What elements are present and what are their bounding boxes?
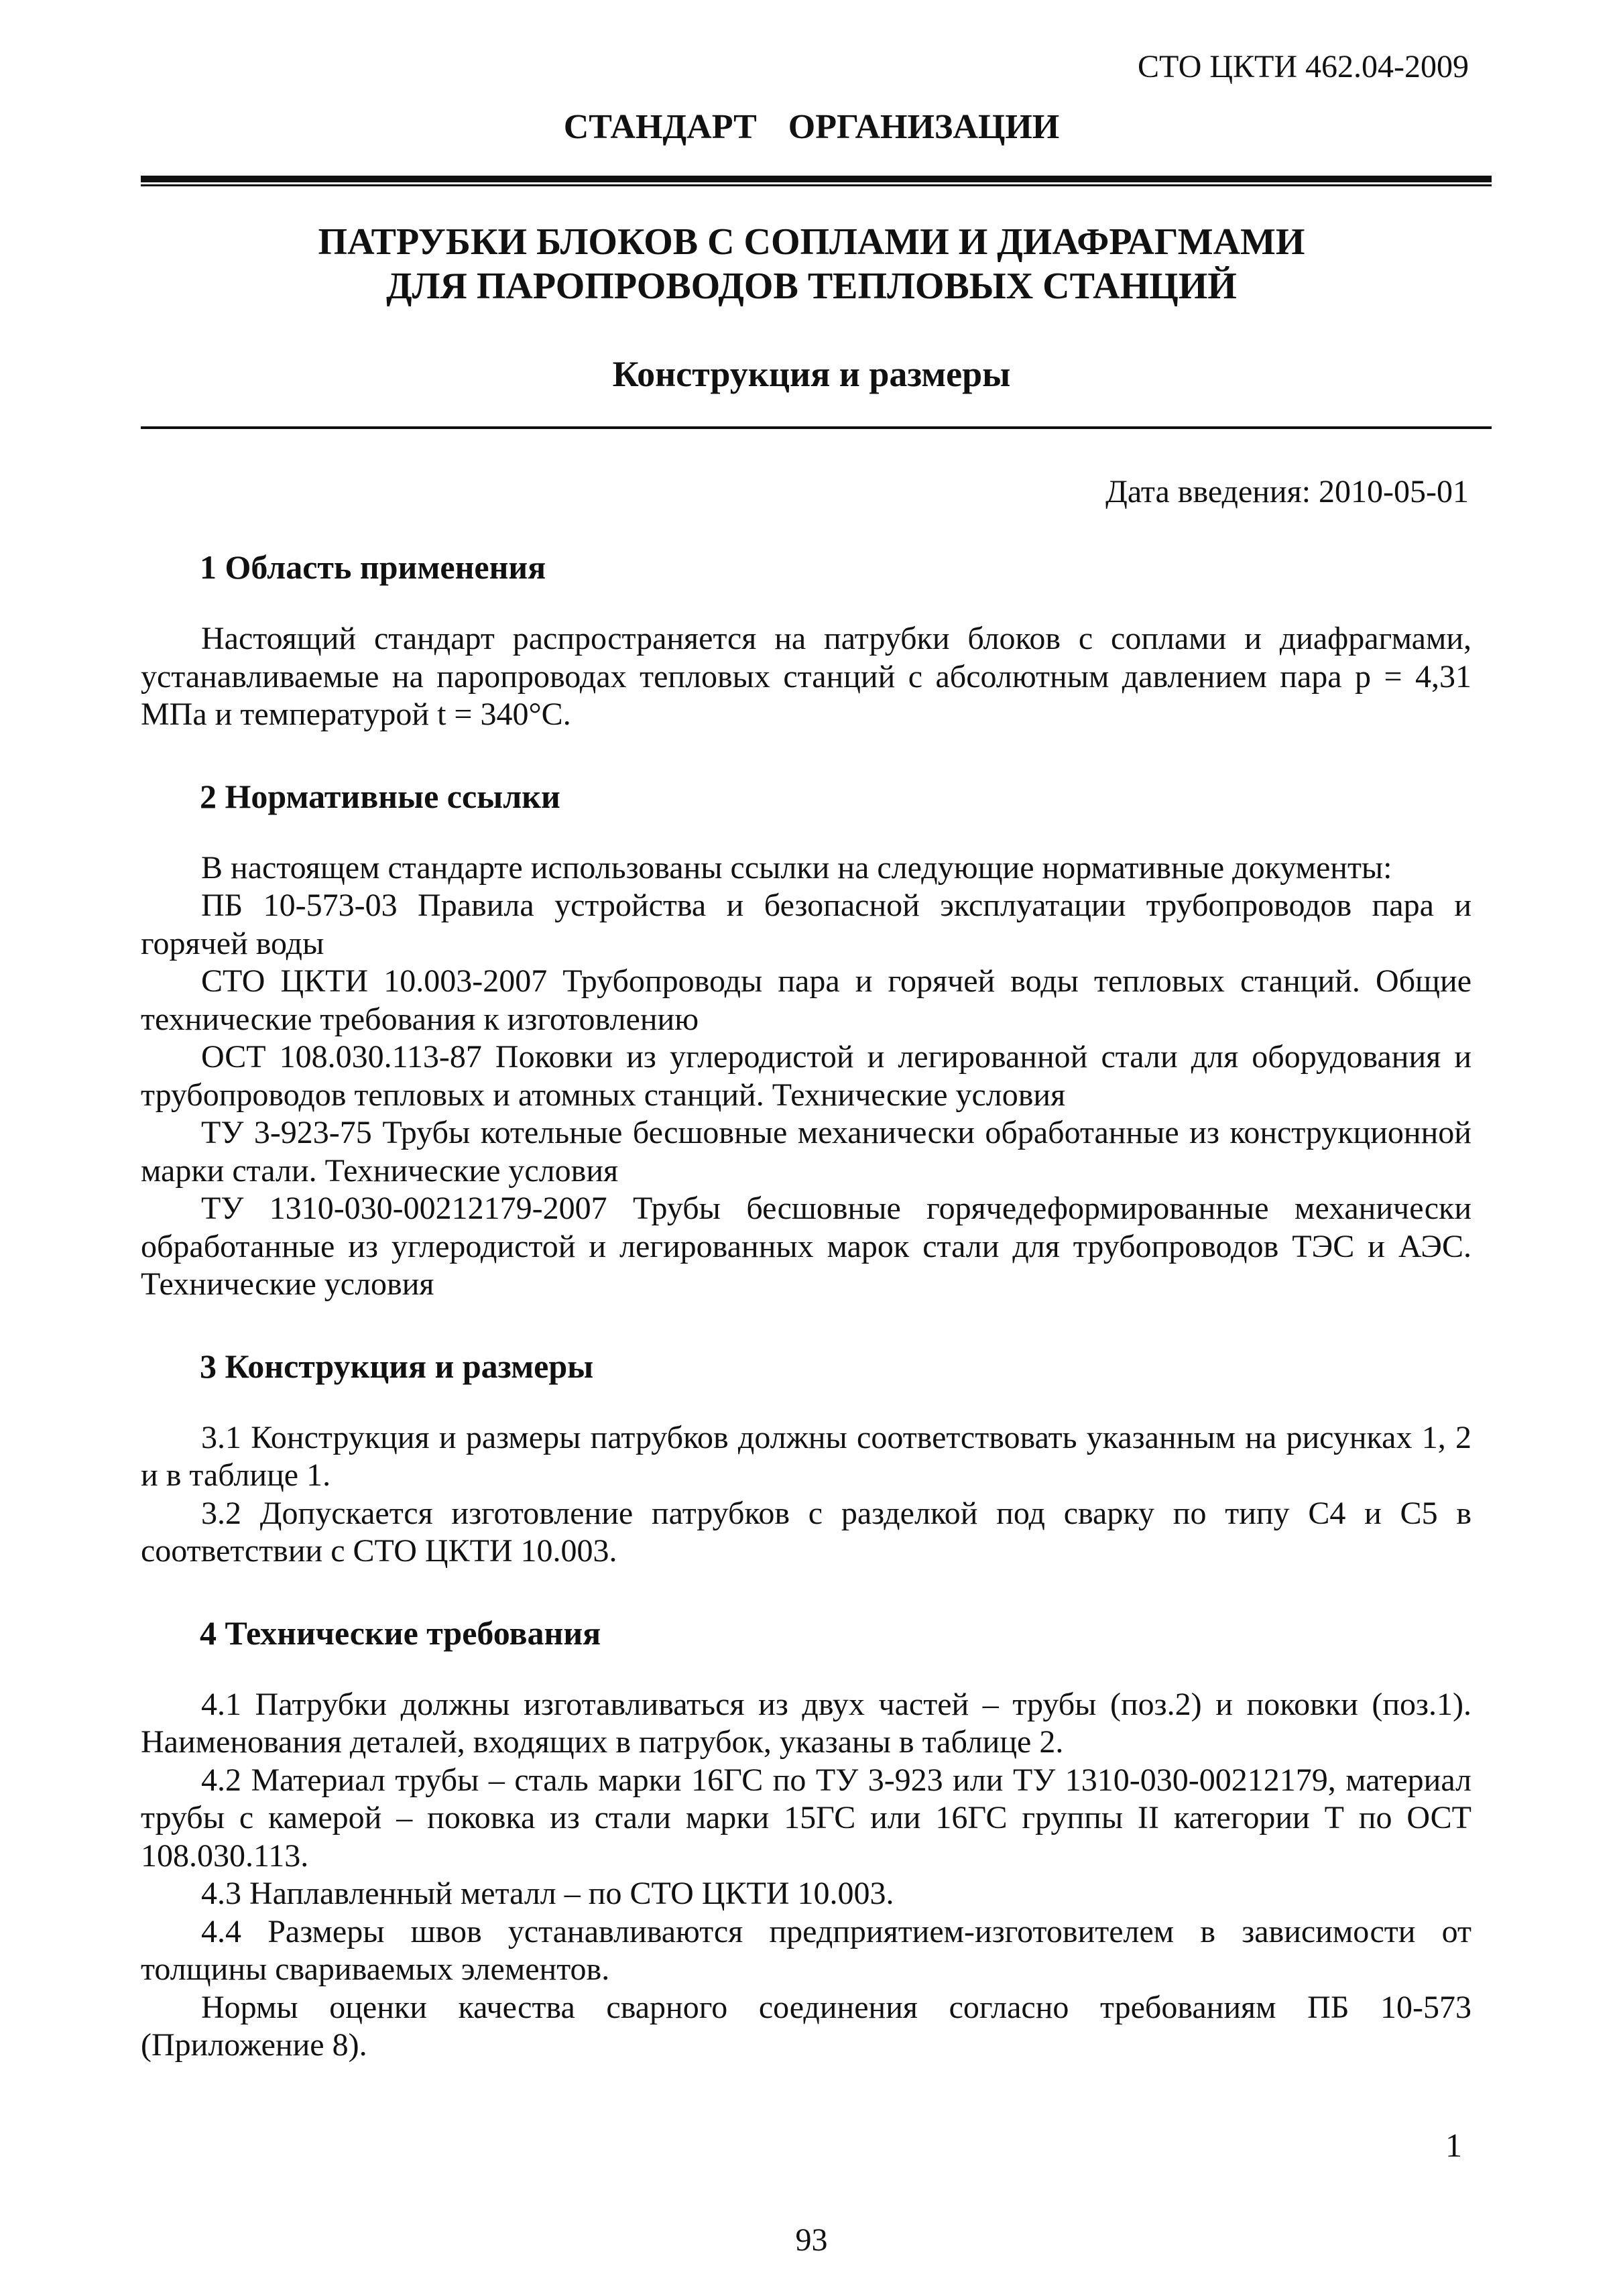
paragraph: Настоящий стандарт распространяется на патрубки блоков с соплами и диафрагмами, устанавливаемые на паропроводах тепловых станций с абсолютным давлением пара р = 4,31 МПа и температурой t = 340°С. bbox=[141, 621, 1471, 732]
reference-item: СТО ЦКТИ 10.003-2007 Трубопроводы пара и горячей воды тепловых станций. Общие технические требования к изготовлению bbox=[141, 963, 1471, 1037]
document-code: СТО ЦКТИ 462.04-2009 bbox=[1137, 49, 1469, 84]
organization-standard-title: СТАНДАРТ ОРГАНИЗАЦИИ bbox=[563, 108, 1060, 146]
section-heading-scope: 1 Область применения bbox=[200, 548, 546, 586]
paragraph: Нормы оценки качества сварного соединения согласно требованиям ПБ 10-573 (Приложение 8). bbox=[141, 1989, 1471, 2063]
paragraph: 4.2 Материал трубы – сталь марки 16ГС по ТУ 3-923 или ТУ 1310-030-00212179, материал трубы с камерой – поковка из стали марки 15ГС или 16ГС группы II категории Т по ОСТ 108.030.113. bbox=[141, 1762, 1471, 1874]
paragraph: В настоящем стандарте использованы ссылки на следующие нормативные документы: bbox=[201, 849, 1392, 886]
title-line-2: ДЛЯ ПАРОПРОВОДОВ ТЕПЛОВЫХ СТАНЦИЙ bbox=[386, 265, 1237, 307]
document-body bbox=[141, 546, 1471, 2065]
collection-page-number: 93 bbox=[795, 2222, 828, 2258]
header-rule bbox=[141, 176, 1492, 186]
document-subtitle: Конструкция и размеры bbox=[612, 354, 1011, 394]
paragraph: 3.1 Конструкция и размеры патрубков должны соответствовать указанным на рисунках 1, 2 и в таблице 1. bbox=[141, 1419, 1471, 1493]
section-heading-technical-requirements: 4 Технические требования bbox=[200, 1614, 601, 1652]
paragraph: 4.1 Патрубки должны изготавливаться из двух частей – трубы (поз.2) и поковки (поз.1). Наименования деталей, входящих в патрубок, указаны в таблице 2. bbox=[141, 1686, 1471, 1760]
section-heading-design-dimensions: 3 Конструкция и размеры bbox=[200, 1347, 594, 1385]
introduction-date: Дата введения: 2010-05-01 bbox=[1105, 474, 1469, 509]
reference-item: ТУ 1310-030-00212179-2007 Трубы бесшовные горячедеформированные механически обработанные из углеродистой и легированных марок стали для трубопроводов ТЭС и АЭС. Технические условия bbox=[141, 1191, 1471, 1302]
reference-item: ОСТ 108.030.113-87 Поковки из углеродистой и легированной стали для оборудования и трубопроводов тепловых и атомных станций. Технические условия bbox=[141, 1039, 1471, 1113]
title-rule bbox=[141, 426, 1492, 429]
document-title bbox=[0, 220, 1623, 308]
reference-item: ТУ 3-923-75 Трубы котельные бесшовные механически обработанные из конструкционной марки стали. Технические условия bbox=[141, 1115, 1471, 1189]
paragraph: 3.2 Допускается изготовление патрубков с разделкой под сварку по типу С4 и С5 в соответствии с СТО ЦКТИ 10.003. bbox=[141, 1495, 1471, 1569]
title-line-1: ПАТРУБКИ БЛОКОВ С СОПЛАМИ И ДИАФРАГМАМИ bbox=[318, 221, 1305, 263]
reference-item: ПБ 10-573-03 Правила устройства и безопасной эксплуатации трубопроводов пара и горячей воды bbox=[141, 888, 1471, 961]
section-heading-normative-references: 2 Нормативные ссылки bbox=[200, 777, 560, 815]
page-number: 1 bbox=[1445, 2126, 1462, 2164]
paragraph: 4.4 Размеры швов устанавливаются предприятием-изготовителем в зависимости от толщины свариваемых элементов. bbox=[141, 1913, 1471, 1987]
paragraph: 4.3 Наплавленный металл – по СТО ЦКТИ 10.003. bbox=[201, 1876, 894, 1911]
